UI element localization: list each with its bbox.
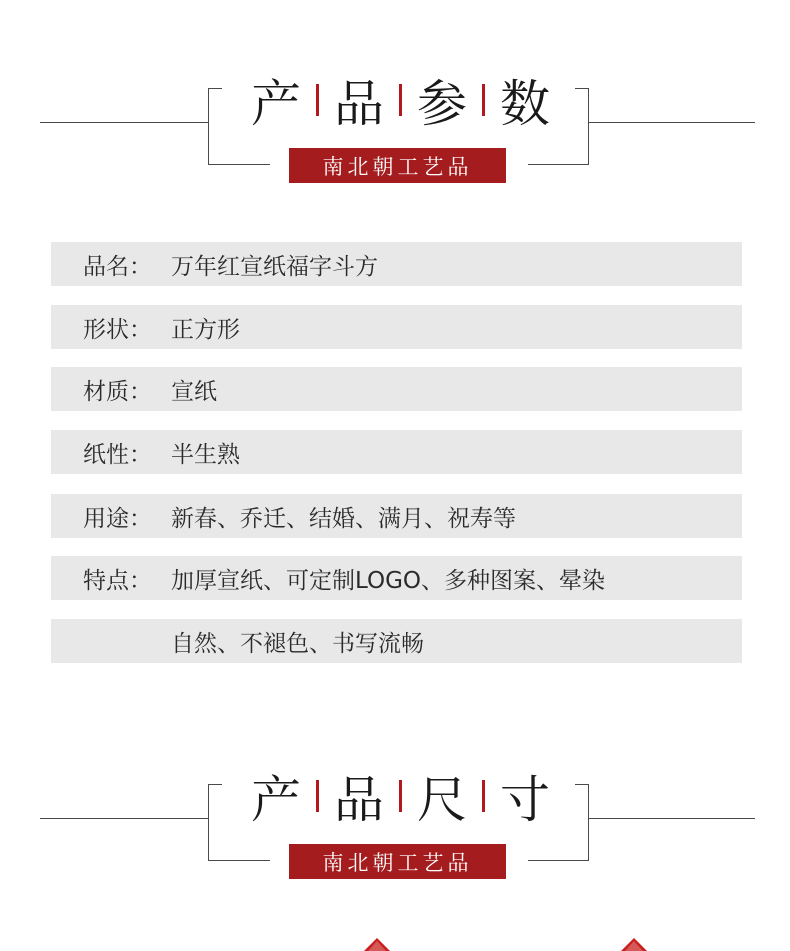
brand-badge: 南北朝工艺品 <box>289 148 506 183</box>
title-separator <box>399 84 402 116</box>
left-bracket-vertical <box>208 88 209 165</box>
right-rule <box>589 122 755 123</box>
section-header-params <box>0 68 790 188</box>
left-rule <box>40 122 208 123</box>
title-char: 寸 <box>500 771 550 829</box>
param-label: 特点： <box>83 567 152 594</box>
brand-badge: 南北朝工艺品 <box>289 844 506 879</box>
title-separator <box>316 780 319 812</box>
param-value: 宣纸 <box>171 378 217 405</box>
left-bracket-vertical <box>208 784 209 861</box>
title-separator <box>482 780 485 812</box>
param-label: 品名： <box>83 253 152 280</box>
right-rule <box>589 818 755 819</box>
title-char: 产 <box>251 75 301 133</box>
param-row-usage <box>51 494 742 538</box>
right-bracket-bottom <box>528 860 589 861</box>
left-bracket-bottom <box>208 860 270 861</box>
section-title <box>245 72 565 133</box>
title-char: 尺 <box>417 771 467 829</box>
right-bracket-top <box>575 88 589 89</box>
left-rule <box>40 818 208 819</box>
title-char: 参 <box>417 75 467 133</box>
title-char: 品 <box>334 771 384 829</box>
title-char: 数 <box>500 75 550 133</box>
title-separator <box>482 84 485 116</box>
decorative-diamond-right <box>621 938 647 951</box>
right-bracket-vertical <box>588 88 589 165</box>
right-bracket-bottom <box>528 164 589 165</box>
param-row-features-cont <box>51 619 742 663</box>
param-label: 纸性： <box>83 441 152 468</box>
param-value: 正方形 <box>171 316 240 343</box>
section-header-size <box>0 764 790 884</box>
right-bracket-top <box>575 784 589 785</box>
param-row-name <box>51 242 742 286</box>
title-char: 品 <box>334 75 384 133</box>
param-value: 万年红宣纸福字斗方 <box>171 253 378 280</box>
param-value: 自然、不褪色、书写流畅 <box>171 630 424 657</box>
right-bracket-vertical <box>588 784 589 861</box>
param-row-material <box>51 367 742 411</box>
param-label: 材质： <box>83 378 152 405</box>
param-row-shape <box>51 305 742 349</box>
title-separator <box>316 84 319 116</box>
param-value: 加厚宣纸、可定制LOGO、多种图案、晕染 <box>171 567 606 594</box>
param-row-features <box>51 556 742 600</box>
title-char: 产 <box>251 771 301 829</box>
left-bracket-top <box>208 784 222 785</box>
left-bracket-bottom <box>208 164 270 165</box>
section-title <box>245 768 565 829</box>
decorative-diamond-left <box>364 938 390 951</box>
param-label: 形状： <box>83 316 152 343</box>
left-bracket-top <box>208 88 222 89</box>
param-value: 新春、乔迁、结婚、满月、祝寿等 <box>171 505 516 532</box>
title-separator <box>399 780 402 812</box>
param-value: 半生熟 <box>171 441 240 468</box>
param-row-paper-type <box>51 430 742 474</box>
param-label: 用途： <box>83 505 152 532</box>
